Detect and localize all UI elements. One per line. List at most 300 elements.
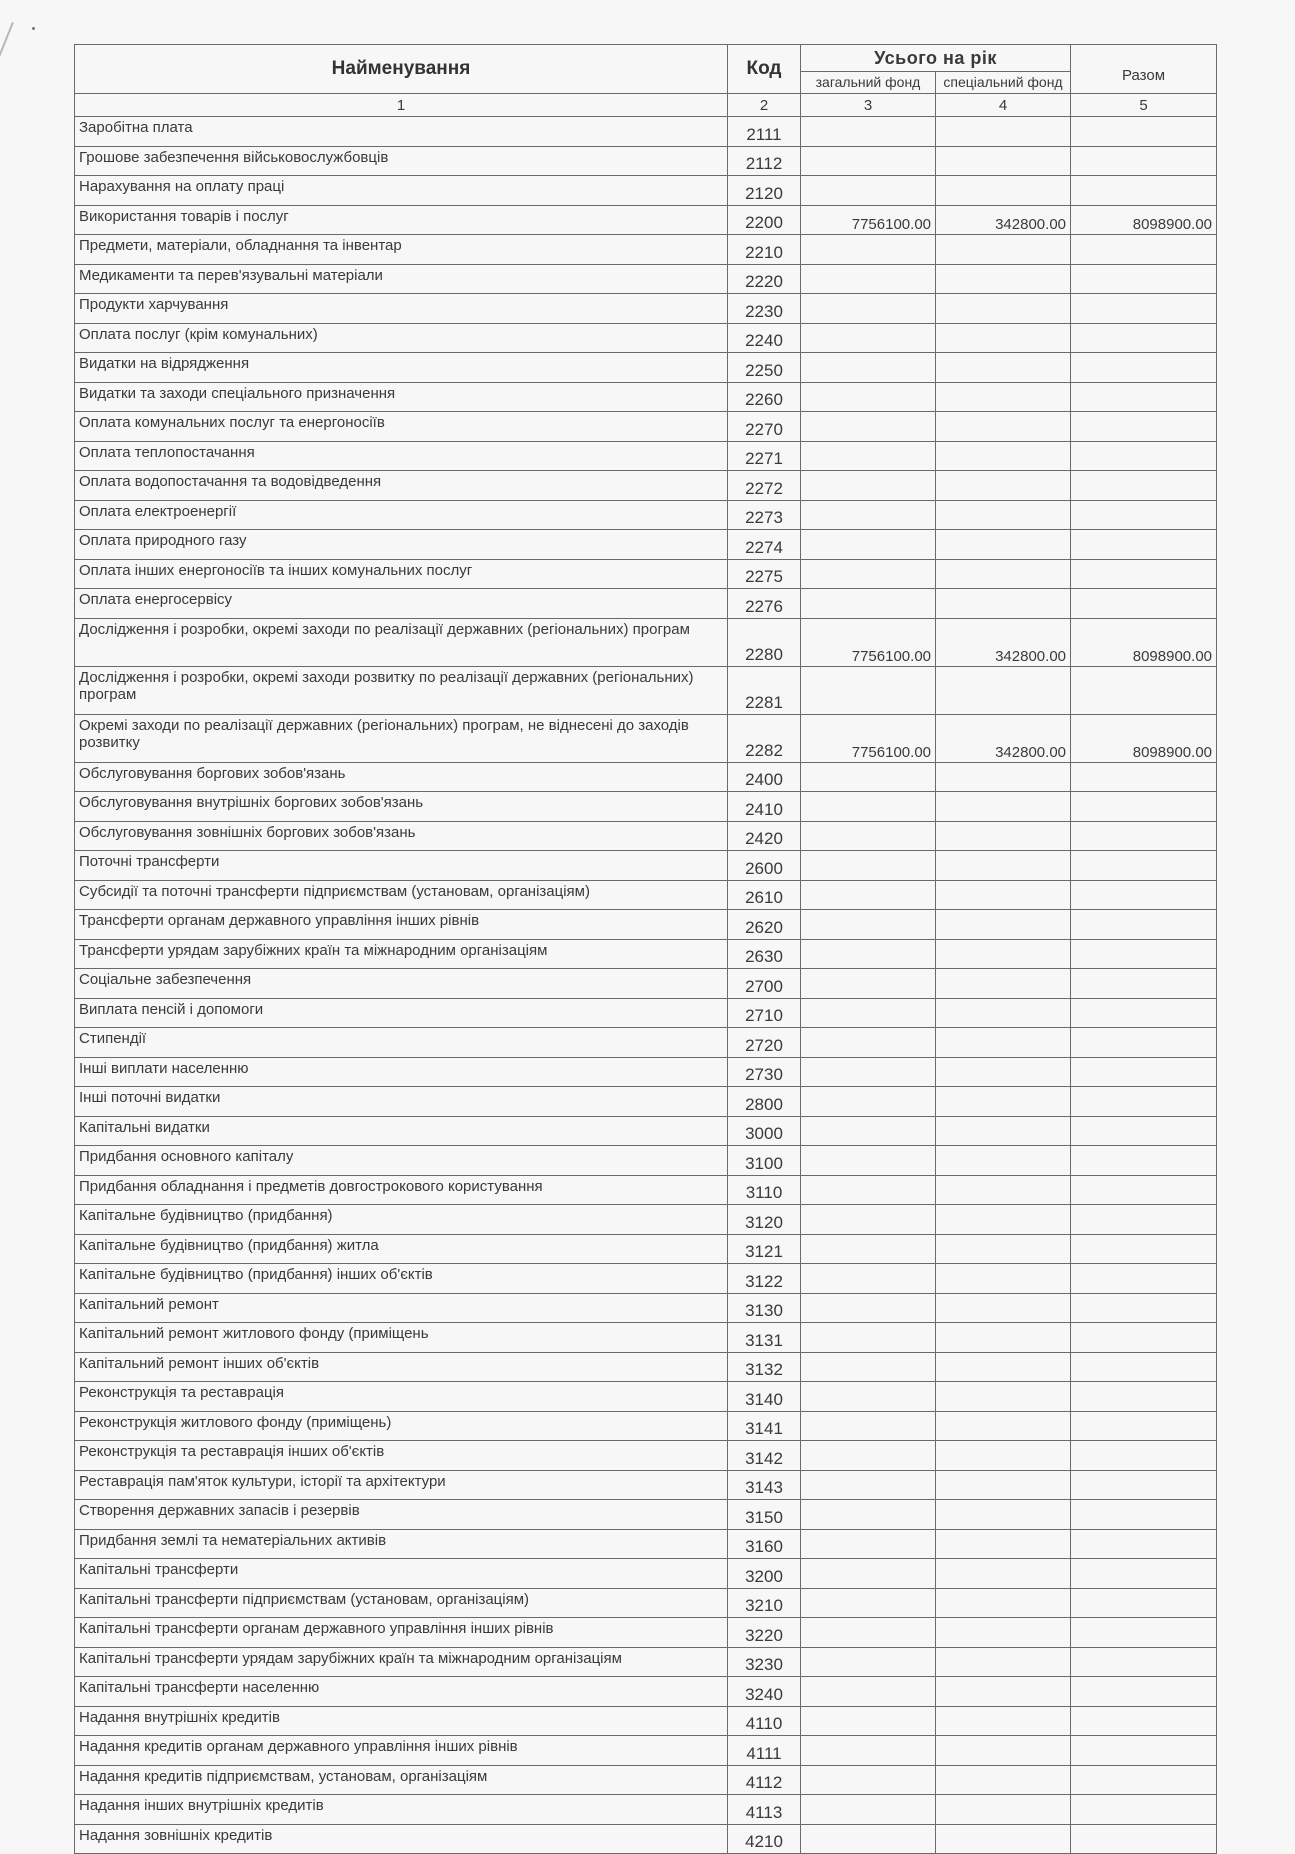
table-row [75, 1677, 1217, 1707]
table-row [75, 1264, 1217, 1294]
row-general-fund [801, 1736, 936, 1766]
table-row [75, 1736, 1217, 1766]
row-code: 2273 [728, 500, 801, 530]
row-code: 4112 [728, 1765, 801, 1795]
table-row [75, 1618, 1217, 1648]
row-code: 3121 [728, 1234, 801, 1264]
row-name: Капітальне будівництво (придбання) інших об'єктів [75, 1264, 728, 1294]
row-code: 3130 [728, 1293, 801, 1323]
row-special-fund [936, 1765, 1071, 1795]
row-name: Оплата електроенергії [75, 500, 728, 530]
row-total [1071, 1146, 1217, 1176]
row-code: 3122 [728, 1264, 801, 1294]
table-row [75, 792, 1217, 822]
row-total [1071, 264, 1217, 294]
row-total [1071, 1736, 1217, 1766]
row-general-fund [801, 1352, 936, 1382]
row-code: 3142 [728, 1441, 801, 1471]
row-code: 3140 [728, 1382, 801, 1412]
row-total [1071, 880, 1217, 910]
row-special-fund [936, 998, 1071, 1028]
table-row [75, 1057, 1217, 1087]
row-total: 8098900.00 [1071, 618, 1217, 666]
row-code: 2200 [728, 205, 801, 235]
table-body [75, 117, 1217, 1854]
row-code: 4113 [728, 1795, 801, 1825]
row-general-fund [801, 792, 936, 822]
row-special-fund [936, 264, 1071, 294]
table-row [75, 1175, 1217, 1205]
row-general-fund: 7756100.00 [801, 714, 936, 762]
header-general-fund: загальний фонд [801, 72, 936, 94]
row-total [1071, 1824, 1217, 1854]
row-general-fund [801, 666, 936, 714]
row-special-fund [936, 323, 1071, 353]
row-total [1071, 1234, 1217, 1264]
row-special-fund: 342800.00 [936, 714, 1071, 762]
row-total [1071, 1529, 1217, 1559]
table-row [75, 910, 1217, 940]
header-name: Найменування [75, 45, 728, 94]
header-year-total: Усього на рік [801, 45, 1071, 72]
row-general-fund [801, 1795, 936, 1825]
row-code: 2630 [728, 939, 801, 969]
row-total [1071, 294, 1217, 324]
row-special-fund [936, 1647, 1071, 1677]
table-row [75, 880, 1217, 910]
row-total [1071, 412, 1217, 442]
row-total [1071, 176, 1217, 206]
row-name: Грошове забезпечення військовослужбовців [75, 146, 728, 176]
row-total [1071, 1205, 1217, 1235]
row-name: Придбання землі та нематеріальних активів [75, 1529, 728, 1559]
row-general-fund [801, 1765, 936, 1795]
row-code: 4111 [728, 1736, 801, 1766]
row-name: Капітальне будівництво (придбання) житла [75, 1234, 728, 1264]
row-total [1071, 1677, 1217, 1707]
row-name: Соціальне забезпечення [75, 969, 728, 999]
row-total [1071, 1647, 1217, 1677]
row-name: Поточні трансферти [75, 851, 728, 881]
table-row [75, 1293, 1217, 1323]
row-special-fund [936, 1175, 1071, 1205]
row-total [1071, 1765, 1217, 1795]
row-code: 3160 [728, 1529, 801, 1559]
row-total [1071, 821, 1217, 851]
table-row [75, 323, 1217, 353]
row-name: Надання кредитів підприємствам, установам, організаціям [75, 1765, 728, 1795]
table-row [75, 176, 1217, 206]
row-general-fund [801, 1500, 936, 1530]
row-code: 2610 [728, 880, 801, 910]
row-general-fund [801, 1293, 936, 1323]
row-code: 2410 [728, 792, 801, 822]
row-code: 2230 [728, 294, 801, 324]
row-general-fund [801, 1618, 936, 1648]
row-name: Видатки та заходи спеціального призначення [75, 382, 728, 412]
row-total [1071, 792, 1217, 822]
row-special-fund [936, 851, 1071, 881]
table-row [75, 441, 1217, 471]
row-special-fund [936, 1441, 1071, 1471]
row-special-fund [936, 441, 1071, 471]
row-code: 2400 [728, 762, 801, 792]
row-total [1071, 1175, 1217, 1205]
row-total [1071, 998, 1217, 1028]
row-general-fund [801, 1087, 936, 1117]
row-total: 8098900.00 [1071, 714, 1217, 762]
row-total [1071, 1028, 1217, 1058]
row-name: Стипендії [75, 1028, 728, 1058]
row-name: Капітальний ремонт житлового фонду (приміщень [75, 1323, 728, 1353]
row-general-fund [801, 969, 936, 999]
table-row [75, 264, 1217, 294]
table-row [75, 1470, 1217, 1500]
row-special-fund [936, 1736, 1071, 1766]
row-name: Дослідження і розробки, окремі заходи по реалізації державних (регіональних) програм [75, 618, 728, 666]
row-total [1071, 1500, 1217, 1530]
row-code: 2420 [728, 821, 801, 851]
row-name: Окремі заходи по реалізації державних (регіональних) програм, не віднесені до заходів розвитку [75, 714, 728, 762]
row-special-fund [936, 666, 1071, 714]
row-code: 3110 [728, 1175, 801, 1205]
row-name: Реконструкція та реставрація інших об'єктів [75, 1441, 728, 1471]
row-special-fund [936, 1234, 1071, 1264]
row-special-fund [936, 353, 1071, 383]
row-code: 2710 [728, 998, 801, 1028]
table-row [75, 117, 1217, 147]
row-name: Надання кредитів органам державного управління інших рівнів [75, 1736, 728, 1766]
table-row [75, 1028, 1217, 1058]
row-code: 4210 [728, 1824, 801, 1854]
table-row [75, 1500, 1217, 1530]
col-number: 2 [728, 94, 801, 117]
table-row [75, 714, 1217, 762]
row-general-fund [801, 762, 936, 792]
row-name: Заробітна плата [75, 117, 728, 147]
table-row [75, 1087, 1217, 1117]
row-name: Продукти харчування [75, 294, 728, 324]
row-code: 2271 [728, 441, 801, 471]
row-total [1071, 1588, 1217, 1618]
row-total [1071, 1323, 1217, 1353]
row-special-fund [936, 762, 1071, 792]
row-name: Капітальні трансферти урядам зарубіжних країн та міжнародним організаціям [75, 1647, 728, 1677]
row-special-fund: 342800.00 [936, 205, 1071, 235]
row-total [1071, 666, 1217, 714]
row-total [1071, 939, 1217, 969]
row-total [1071, 1087, 1217, 1117]
row-code: 2280 [728, 618, 801, 666]
row-total [1071, 441, 1217, 471]
row-special-fund [936, 969, 1071, 999]
row-general-fund [801, 323, 936, 353]
row-total [1071, 1116, 1217, 1146]
table-row [75, 382, 1217, 412]
row-special-fund [936, 176, 1071, 206]
table-row [75, 969, 1217, 999]
row-general-fund [801, 880, 936, 910]
table-row [75, 500, 1217, 530]
row-total [1071, 353, 1217, 383]
row-name: Капітальні трансферти органам державного управління інших рівнів [75, 1618, 728, 1648]
row-total [1071, 530, 1217, 560]
table-row [75, 1323, 1217, 1353]
row-name: Оплата теплопостачання [75, 441, 728, 471]
row-general-fund [801, 117, 936, 147]
row-special-fund: 342800.00 [936, 618, 1071, 666]
row-name: Інші виплати населенню [75, 1057, 728, 1087]
row-code: 2282 [728, 714, 801, 762]
row-special-fund [936, 1146, 1071, 1176]
row-code: 3000 [728, 1116, 801, 1146]
row-code: 3131 [728, 1323, 801, 1353]
table-row [75, 1529, 1217, 1559]
row-general-fund [801, 353, 936, 383]
table-row [75, 1795, 1217, 1825]
table-row [75, 205, 1217, 235]
row-name: Реконструкція житлового фонду (приміщень) [75, 1411, 728, 1441]
row-name: Оплата інших енергоносіїв та інших комунальних послуг [75, 559, 728, 589]
budget-expenditure-table [74, 44, 1217, 1854]
table-row [75, 589, 1217, 619]
row-total [1071, 1470, 1217, 1500]
row-general-fund [801, 530, 936, 560]
col-number: 4 [936, 94, 1071, 117]
row-general-fund [801, 1323, 936, 1353]
row-special-fund [936, 1323, 1071, 1353]
row-total [1071, 382, 1217, 412]
row-code: 2260 [728, 382, 801, 412]
row-name: Обслуговування зовнішніх боргових зобов'язань [75, 821, 728, 851]
row-name: Нарахування на оплату праці [75, 176, 728, 206]
row-general-fund [801, 1205, 936, 1235]
row-general-fund [801, 264, 936, 294]
row-general-fund [801, 910, 936, 940]
row-total: 8098900.00 [1071, 205, 1217, 235]
row-name: Створення державних запасів і резервів [75, 1500, 728, 1530]
table-row [75, 1706, 1217, 1736]
row-general-fund [801, 1411, 936, 1441]
row-code: 2220 [728, 264, 801, 294]
row-general-fund [801, 1146, 936, 1176]
row-special-fund [936, 530, 1071, 560]
row-name: Капітальний ремонт [75, 1293, 728, 1323]
row-code: 3210 [728, 1588, 801, 1618]
table-row [75, 294, 1217, 324]
row-special-fund [936, 117, 1071, 147]
row-general-fund [801, 1588, 936, 1618]
row-special-fund [936, 1264, 1071, 1294]
row-total [1071, 910, 1217, 940]
row-general-fund [801, 235, 936, 265]
row-code: 2730 [728, 1057, 801, 1087]
row-special-fund [936, 910, 1071, 940]
row-code: 2275 [728, 559, 801, 589]
row-general-fund [801, 441, 936, 471]
row-special-fund [936, 412, 1071, 442]
row-total [1071, 235, 1217, 265]
row-code: 2120 [728, 176, 801, 206]
table-row [75, 1765, 1217, 1795]
row-general-fund [801, 1559, 936, 1589]
table-row [75, 1352, 1217, 1382]
row-code: 3120 [728, 1205, 801, 1235]
row-total [1071, 589, 1217, 619]
row-name: Оплата енергосервісу [75, 589, 728, 619]
ink-dot [32, 27, 35, 30]
table-row [75, 412, 1217, 442]
row-special-fund [936, 382, 1071, 412]
row-special-fund [936, 146, 1071, 176]
row-special-fund [936, 1205, 1071, 1235]
row-name: Реконструкція та реставрація [75, 1382, 728, 1412]
row-special-fund [936, 471, 1071, 501]
row-general-fund [801, 1028, 936, 1058]
row-code: 2800 [728, 1087, 801, 1117]
row-name: Інші поточні видатки [75, 1087, 728, 1117]
row-special-fund [936, 1087, 1071, 1117]
row-total [1071, 762, 1217, 792]
row-code: 2111 [728, 117, 801, 147]
row-general-fund [801, 1264, 936, 1294]
row-special-fund [936, 1470, 1071, 1500]
row-name: Видатки на відрядження [75, 353, 728, 383]
row-name: Трансферти органам державного управління інших рівнів [75, 910, 728, 940]
row-general-fund [801, 1470, 936, 1500]
row-name: Придбання основного капіталу [75, 1146, 728, 1176]
row-name: Надання внутрішніх кредитів [75, 1706, 728, 1736]
row-total [1071, 1293, 1217, 1323]
row-code: 3220 [728, 1618, 801, 1648]
row-general-fund [801, 1057, 936, 1087]
row-total [1071, 1264, 1217, 1294]
row-general-fund [801, 1441, 936, 1471]
table-row [75, 1411, 1217, 1441]
row-total [1071, 1795, 1217, 1825]
row-name: Оплата послуг (крім комунальних) [75, 323, 728, 353]
table-row [75, 1647, 1217, 1677]
row-special-fund [936, 1795, 1071, 1825]
row-name: Придбання обладнання і предметів довгострокового користування [75, 1175, 728, 1205]
row-code: 3141 [728, 1411, 801, 1441]
row-total [1071, 1441, 1217, 1471]
row-special-fund [936, 792, 1071, 822]
row-total [1071, 323, 1217, 353]
table-row [75, 471, 1217, 501]
row-special-fund [936, 1352, 1071, 1382]
row-special-fund [936, 1559, 1071, 1589]
row-general-fund [801, 471, 936, 501]
table-row [75, 235, 1217, 265]
row-special-fund [936, 559, 1071, 589]
row-code: 3200 [728, 1559, 801, 1589]
row-total [1071, 1382, 1217, 1412]
row-special-fund [936, 1057, 1071, 1087]
row-special-fund [936, 1411, 1071, 1441]
col-number: 1 [75, 94, 728, 117]
col-number: 5 [1071, 94, 1217, 117]
table-row [75, 559, 1217, 589]
row-name: Субсидії та поточні трансферти підприємствам (установам, організаціям) [75, 880, 728, 910]
row-general-fund [801, 851, 936, 881]
table-row [75, 1441, 1217, 1471]
table-row [75, 851, 1217, 881]
row-special-fund [936, 1500, 1071, 1530]
table-row [75, 1234, 1217, 1264]
table-row [75, 353, 1217, 383]
row-special-fund [936, 1028, 1071, 1058]
row-general-fund [801, 412, 936, 442]
header-code: Код [728, 45, 801, 94]
table-row [75, 939, 1217, 969]
row-general-fund [801, 176, 936, 206]
col-number: 3 [801, 94, 936, 117]
row-code: 2281 [728, 666, 801, 714]
row-general-fund [801, 1529, 936, 1559]
row-special-fund [936, 1824, 1071, 1854]
row-name: Капітальні видатки [75, 1116, 728, 1146]
row-name: Медикаменти та перев'язувальні матеріали [75, 264, 728, 294]
row-special-fund [936, 939, 1071, 969]
row-general-fund [801, 500, 936, 530]
row-special-fund [936, 1618, 1071, 1648]
table-row [75, 821, 1217, 851]
row-name: Капітальні трансферти населенню [75, 1677, 728, 1707]
row-general-fund [801, 1677, 936, 1707]
row-name: Оплата комунальних послуг та енергоносіїв [75, 412, 728, 442]
header-total: Разом [1071, 45, 1217, 94]
table-row [75, 998, 1217, 1028]
row-code: 2700 [728, 969, 801, 999]
row-special-fund [936, 589, 1071, 619]
row-code: 2210 [728, 235, 801, 265]
row-total [1071, 1706, 1217, 1736]
row-code: 2250 [728, 353, 801, 383]
row-general-fund [801, 1234, 936, 1264]
table-row [75, 1116, 1217, 1146]
row-code: 2620 [728, 910, 801, 940]
column-number-row [75, 94, 1217, 117]
row-name: Капітальні трансферти підприємствам (установам, організаціям) [75, 1588, 728, 1618]
row-total [1071, 1057, 1217, 1087]
row-name: Капітальні трансферти [75, 1559, 728, 1589]
table-row [75, 762, 1217, 792]
row-general-fund [801, 1824, 936, 1854]
row-special-fund [936, 1677, 1071, 1707]
row-total [1071, 851, 1217, 881]
row-code: 2270 [728, 412, 801, 442]
row-general-fund [801, 1116, 936, 1146]
row-general-fund [801, 998, 936, 1028]
row-code: 3143 [728, 1470, 801, 1500]
table-row [75, 618, 1217, 666]
row-special-fund [936, 1116, 1071, 1146]
row-general-fund [801, 939, 936, 969]
row-code: 3132 [728, 1352, 801, 1382]
row-special-fund [936, 500, 1071, 530]
row-general-fund [801, 1706, 936, 1736]
row-name: Надання зовнішніх кредитів [75, 1824, 728, 1854]
table-row [75, 1205, 1217, 1235]
row-code: 3240 [728, 1677, 801, 1707]
row-name: Оплата водопостачання та водовідведення [75, 471, 728, 501]
row-name: Надання інших внутрішніх кредитів [75, 1795, 728, 1825]
row-general-fund [801, 589, 936, 619]
row-special-fund [936, 1293, 1071, 1323]
row-name: Виплата пенсій і допомоги [75, 998, 728, 1028]
row-special-fund [936, 294, 1071, 324]
